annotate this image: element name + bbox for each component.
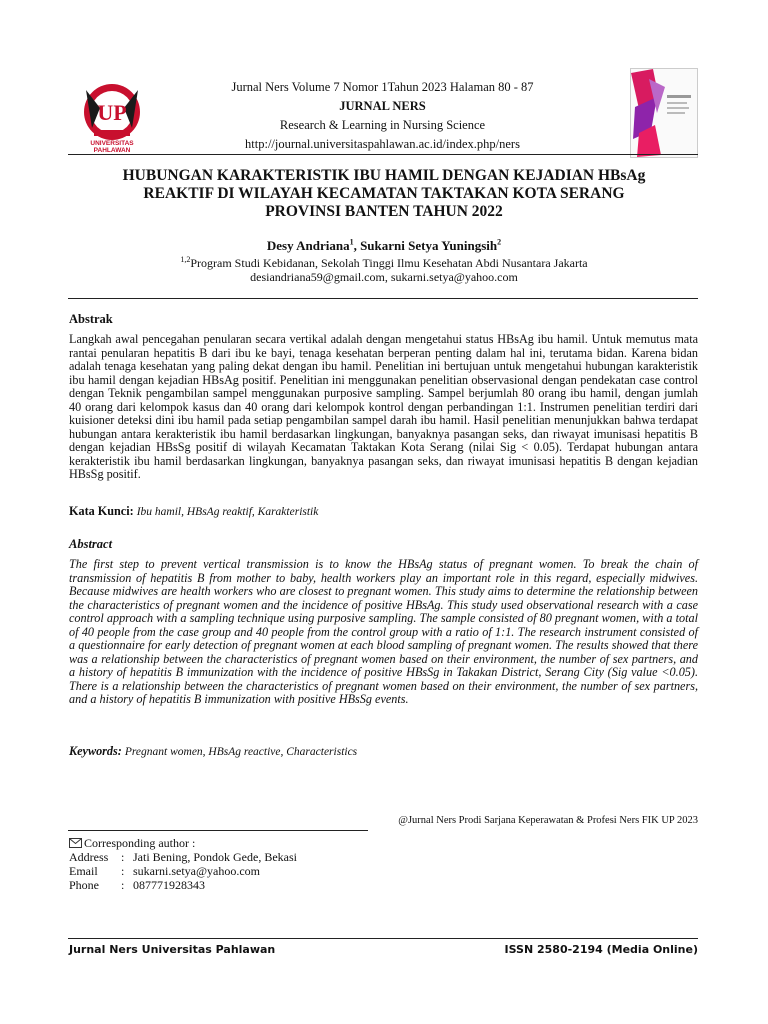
journal-name: JURNAL NERS xyxy=(339,99,426,113)
author-2: Sukarni Setya Yuningsih xyxy=(360,238,498,253)
title-line-2: REAKTIF DI WILAYAH KECAMATAN TAKTAKAN KOTA SERANG xyxy=(143,185,625,202)
abstrak-heading: Abstrak xyxy=(69,312,113,326)
article-title xyxy=(70,167,698,221)
corr-value[interactable]: sukarni.setya@yahoo.com xyxy=(133,864,261,878)
corr-row xyxy=(69,850,297,864)
corr-row xyxy=(69,878,297,892)
footer-rule xyxy=(68,938,698,939)
author-2-sup: 2 xyxy=(497,237,502,247)
keywords-line xyxy=(69,744,357,759)
affiliation-sup: 1,2 xyxy=(180,255,191,264)
corr-key: Address xyxy=(69,850,109,864)
title-line-3: PROVINSI BANTEN TAHUN 2022 xyxy=(265,203,503,220)
keywords-label: Keywords: xyxy=(69,744,122,758)
footer-issn: ISSN 2580-2194 (Media Online) xyxy=(504,943,698,956)
corr-row xyxy=(69,864,297,878)
footnote-rule xyxy=(68,830,368,831)
corresponding-author-block xyxy=(69,836,297,892)
kata-kunci-label: Kata Kunci: xyxy=(69,504,134,518)
abstract-heading: Abstract xyxy=(69,537,113,551)
corr-colon: : xyxy=(121,850,125,864)
journal-header xyxy=(170,78,595,154)
header-rule xyxy=(68,154,698,155)
keywords-value: Pregnant women, HBsAg reactive, Characteristics xyxy=(124,746,358,758)
copyright-notice: @Jurnal Ners Prodi Sarjana Keperawatan & Profesi Ners FIK UP 2023 xyxy=(398,815,698,826)
corr-key: Email xyxy=(69,864,98,878)
university-logo xyxy=(72,78,152,158)
title-line-1: HUBUNGAN KARAKTERISTIK IBU HAMIL DENGAN KEJADIAN HBsAg xyxy=(122,167,646,184)
corr-colon: : xyxy=(121,864,125,878)
journal-subtitle: Research & Learning in Nursing Science xyxy=(279,118,486,132)
journal-url[interactable]: http://journal.universitaspahlawan.ac.id/index.php/ners xyxy=(245,137,520,151)
author-list xyxy=(70,238,698,254)
affiliation: Program Studi Kebidanan, Sekolah Tinggi Ilmu Kesehatan Abdi Nusantara Jakarta xyxy=(190,256,588,270)
corr-key: Phone xyxy=(69,878,99,892)
author-1-sup: 1 xyxy=(349,237,354,247)
corresponding-heading-line xyxy=(69,836,297,850)
kata-kunci-line xyxy=(69,504,318,519)
journal-cover-image xyxy=(630,68,698,158)
title-block-rule xyxy=(68,298,698,299)
logo-text: UNIVERSITAS PAHLAWAN xyxy=(90,140,134,154)
corr-colon: : xyxy=(121,878,125,892)
corr-value: Jati Bening, Pondok Gede, Bekasi xyxy=(133,850,297,864)
envelope-icon xyxy=(69,838,82,848)
corresponding-heading: Corresponding author : xyxy=(84,836,196,850)
abstract-text: The first step to prevent vertical transmission is to know the HBsAg status of pregnant women. To break the chain of transmission of hepatitis B from mother to baby, health workers play an important role in this regard, especially midwives. Because midwives are health workers who are closest to pregnant women. This study aims to determine the relationship between the characteristics of pregnant women and the incidence of positive HBsAg. This study used observational research with a case control approach with a sampling technique using purposive sampling. The sample consisted of 80 pregnant women, with a total of 40 people from the case group and 40 people from the control group with a ratio of 1:1. The research instrument consisted of a questionnaire for early detection of pregnant women at each blood sampling of pregnant women. The results showed that there was a relationship between the characteristics of pregnant women based on their environment, the number of sex partners, and a history of hepatitis B immunization with the incidence of positive HBsSg in Takakan District, Serang City (Sig value <0.05). There is a relationship between the characteristics of pregnant women based on their environment, the number of sex partners, and a history of hepatitis B immunization with positive HBsSg events. xyxy=(69,557,698,706)
corr-value: 087771928343 xyxy=(133,878,205,892)
journal-volume-line: Jurnal Ners Volume 7 Nomor 1Tahun 2023 Halaman 80 - 87 xyxy=(231,80,534,94)
author-1: Desy Andriana xyxy=(266,238,350,253)
kata-kunci-value: Ibu hamil, HBsAg reaktif, Karakteristik xyxy=(136,506,319,518)
author-separator: , xyxy=(353,238,361,253)
affiliation-block xyxy=(70,256,698,284)
author-emails: desiandriana59@gmail.com, sukarni.setya@yahoo.com xyxy=(250,270,518,284)
svg-text:UP: UP xyxy=(97,100,127,125)
footer-journal-name: Jurnal Ners Universitas Pahlawan xyxy=(69,943,276,956)
abstrak-text: Langkah awal pencegahan penularan secara vertikal adalah dengan mengetahui status HBsAg ibu hamil. Untuk memutus mata rantai penularan hepatitis B dari ibu ke bayi, tenaga kesehatan berperan penting dalam hal ini, terutama bidan. Karena bidan adalah tenaga kesehatan yang paling dekat dengan ibu hamil. Penelitian ini bertujuan untuk mengetahui hubungan karakteristik ibu hamil dengan kejadian HBsAg positif. Penelitian ini menggunakan penelitian observasional dengan pendekatan case control dengan Teknik pengambilan sampel menggunakan purposive sampling. Sampel berjumlah 80 orang ibu hamil, dengan jumlah 40 orang dari kelompok kasus dan 40 orang dari kelompok kontrol dengan perbandingan 1:1. Instrumen penelitian terdiri dari kuisioner deteksi dini ibu hamil pada setiap pengambilan sampel darah ibu hamil. Hasil penelitian menunjukkan bahwa terdapat hubungan antara kerakteristik ibu hamil berdasarkan lingkungan, banyaknya pasangan seks, dan riwayat imunisasi hepatitis B dengan kejadian HBsSg positif di wilayah Kecamatan Taktakan Kota Serang (nilai Sig < 0.05). Terdapat hubungan antara kerakteristik ibu hamil berdasarkan lingkungan, banyaknya pasangan seks, dan riwayat imunisasi hepatitis B dengan kejadian HBsSg positif. xyxy=(69,332,698,481)
cover-graphic-icon xyxy=(631,69,697,157)
